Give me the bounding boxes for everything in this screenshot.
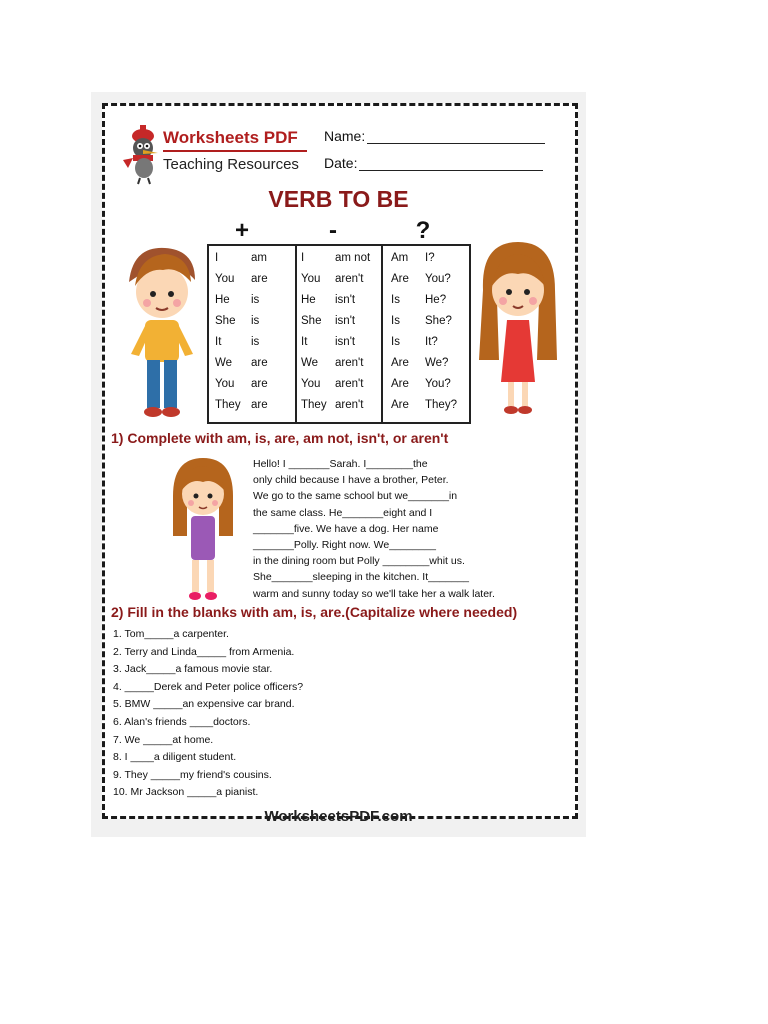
q-pronoun: You? [425,378,451,390]
pos-verb: am [251,252,267,264]
name-field[interactable] [324,128,545,144]
brand-divider [163,150,307,152]
pos-pronoun: I [215,252,219,264]
name-label: Name: [324,128,366,144]
neg-pronoun: I [301,252,305,264]
list-item: 9. They _____my friend's cousins. [113,768,272,781]
q-verb: Is [391,315,400,327]
story-line: _______five. We have a dog. Her name [253,522,439,535]
q-pronoun: You? [425,273,451,285]
neg-pronoun: He [301,294,316,306]
q-pronoun: It? [425,336,438,348]
exercise-list [113,626,303,802]
story-line: _______Polly. Right now. We________ [253,539,436,552]
neg-verb: aren't [335,399,364,411]
pos-pronoun: He [215,294,230,306]
list-item: 1. Tom_____a carpenter. [113,628,229,640]
boy-illustration [115,242,207,424]
story-line: the same class. He_______eight and I [253,506,433,519]
girl-illustration [471,240,565,424]
footer-site: WorksheetsPDF.com [264,808,413,825]
q-verb: Am [391,252,409,264]
list-item: 6. Alan's friends ____doctors. [113,715,251,728]
section1-heading: 1) Complete with am, is, are, am not, isn't, or aren't [111,430,449,446]
section2-heading: 2) Fill in the blanks with am, is, are.(Capitalize where needed) [111,604,518,620]
neg-verb: isn't [335,294,356,306]
worksheet-title: VERB TO BE [268,186,409,212]
pos-verb: is [251,294,260,306]
neg-verb: isn't [335,336,356,348]
pos-verb: is [251,336,260,348]
list-item: 2. Terry and Linda_____ from Armenia. [113,645,295,658]
neg-verb: aren't [335,357,364,369]
list-item: 3. Jack_____a famous movie star. [113,663,273,676]
question-column [381,246,467,422]
date-label: Date: [324,155,358,171]
q-pronoun: He? [425,294,447,306]
woodpecker-logo-icon [118,122,168,186]
neg-verb: am not [335,252,371,264]
q-pronoun: They? [425,399,457,411]
story-paragraph [253,456,553,602]
name-blank[interactable] [367,129,545,144]
neg-verb: aren't [335,273,364,285]
story-line: in the dining room but Polly ________whit us. [253,555,465,568]
negative-header: - [329,217,337,244]
q-verb: Are [391,273,409,285]
conjugation-table [207,244,471,424]
story-line: We go to the same school but we_______in [253,490,458,503]
story-line: warm and sunny today so we'll take her a walk later. [253,587,495,600]
neg-pronoun: It [301,336,308,348]
list-item: 7. We _____at home. [113,733,214,746]
positive-header: + [234,217,249,244]
pos-pronoun: We [215,357,233,369]
positive-column [209,246,295,422]
pos-verb: are [251,399,268,411]
pos-pronoun: You [215,378,235,390]
pos-pronoun: She [215,315,236,327]
q-verb: Are [391,378,409,390]
pos-pronoun: You [215,273,235,285]
pos-verb: are [251,273,268,285]
story-line: Hello! I _______Sarah. I________the [253,458,428,470]
date-blank[interactable] [359,156,543,171]
pos-verb: is [251,315,260,327]
neg-pronoun: She [301,315,322,327]
pos-pronoun: They [215,399,241,411]
q-pronoun: I? [425,252,435,264]
q-pronoun: We? [425,357,449,369]
neg-pronoun: You [301,378,321,390]
q-verb: Is [391,336,400,348]
neg-pronoun: They [301,399,327,411]
list-item: 4. _____Derek and Peter police officers? [113,680,304,693]
q-verb: Is [391,294,400,306]
brand-title: Worksheets PDF [163,128,298,147]
q-verb: Are [391,357,409,369]
q-pronoun: She? [425,315,452,327]
pos-verb: are [251,357,268,369]
story-line: She_______sleeping in the kitchen. It_______ [253,571,470,584]
neg-pronoun: You [301,273,321,285]
list-item: 8. I ____a diligent student. [113,751,237,764]
neg-pronoun: We [301,357,319,369]
list-item: 10. Mr Jackson _____a pianist. [113,786,259,799]
story-line: only child because I have a brother, Peter. [253,474,449,487]
neg-verb: isn't [335,315,356,327]
neg-verb: aren't [335,378,364,390]
q-verb: Are [391,399,409,411]
brand-subtitle: Teaching Resources [163,156,299,173]
negative-column [295,246,383,422]
date-field[interactable] [324,155,543,171]
list-item: 5. BMW _____an expensive car brand. [113,698,295,711]
question-header: ? [415,217,431,244]
pos-verb: are [251,378,268,390]
pos-pronoun: It [215,336,222,348]
small-girl-illustration [167,456,239,604]
worksheet-page [91,92,586,837]
